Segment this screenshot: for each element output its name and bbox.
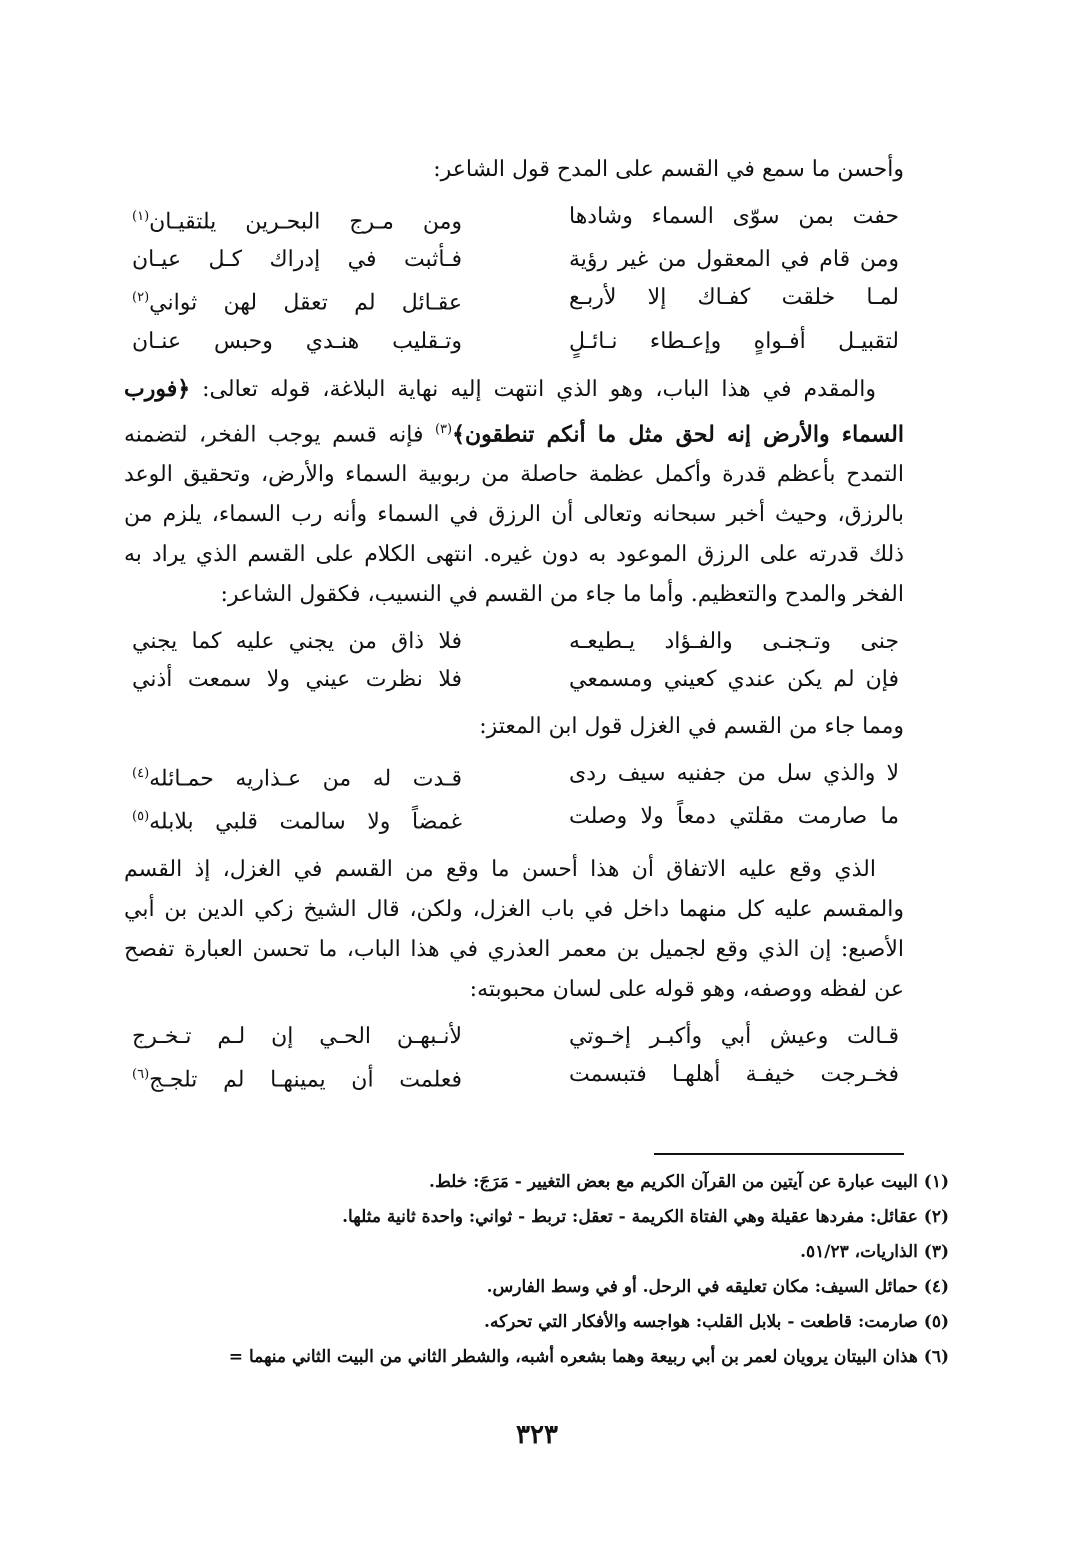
first-hemistich: فخـرجت خيفـة أهلهـا فتبسمت <box>569 1061 899 1087</box>
hemistich-text: وتـقليب هنـدي وحبس عنـان <box>132 328 462 354</box>
footnote: (٦) هذان البيتان يرويان لعمر بن أبي ربيعة وهما بشعره أشبه، والشطر الثاني من البيت الثاني منهما = <box>228 1347 949 1367</box>
page-number: ٣٢٣ <box>516 1420 558 1450</box>
first-hemistich: فإن لم يكن عندي كعيني ومسمعي <box>569 666 899 692</box>
first-hemistich: ما صارمت مقلتي دمعاً ولا وصلت <box>569 804 899 830</box>
verse <box>124 661 904 699</box>
paragraph-2 <box>124 369 904 615</box>
paragraph-text: والمقدم في هذا الباب، وهو الذي انتهت إليه نهاية البلاغة، قوله تعالى: <box>190 376 876 402</box>
verse <box>124 323 904 361</box>
second-hemistich <box>132 241 462 279</box>
main-text <box>124 150 904 1107</box>
first-hemistich: لا والذي سل من جفنيه سيف ردى <box>569 760 899 786</box>
first-hemistich: لتقبيـل أفـواهٍ وإعـطاء نـائـلٍ <box>569 328 899 354</box>
hemistich-text: ومن مـرج البحـرين يلتقيـان <box>149 209 462 235</box>
verse <box>124 623 904 661</box>
second-hemistich <box>132 279 462 322</box>
verse <box>124 1056 904 1099</box>
hemistich-text: فعلمت أن يمينهـا لم تلجـج <box>149 1066 462 1092</box>
second-hemistich <box>132 798 462 841</box>
intro-line-3: ومما جاء من القسم في الغزل قول ابن المعتز: <box>479 713 904 739</box>
footnote-marker: (٣) <box>434 421 453 437</box>
verse <box>124 198 904 241</box>
hemistich-text: عقـائل لم تعقل لهن ثواني <box>149 290 462 316</box>
paragraph-text: فإنه قسم يوجب الفخر، لتضمنه التمدح بأعظم قدرة وأكمل عظمة حاصلة من ربوبية السماء والأرض، وتحقيق الوعد بالرزق، وحيث أخبر سبحانه وتعالى أن الرزق في السماء وأنه رب السماء، يلزم من ذلك قدرته على الرزق الموعود به دون غيره. انتهى الكلام على القسم الذي يراد به الفخر والمدح والتعظيم. وأما ما جاء من القسم في النسيب، فكقول الشاعر: <box>124 421 904 607</box>
poem-1 <box>124 198 904 361</box>
second-hemistich: فلا نظرت عيني ولا سمعت أذني <box>132 666 462 692</box>
footnote: (٢) عقائل: مفردها عقيلة وهي الفتاة الكريمة - تعقل: تربط - ثواني: واحدة ثانية مثلها. <box>342 1207 949 1227</box>
verse <box>124 279 904 322</box>
first-hemistich: ومن قام في المعقول من غير رؤية <box>569 247 899 273</box>
footnote: (٣) الذاريات، ٥١/٢٣. <box>800 1242 949 1262</box>
hemistich-text: قـدت له من عـذاريه حمـائله <box>149 766 462 792</box>
first-hemistich: حفت بمن سوّى السماء وشادها <box>569 204 899 229</box>
second-hemistich <box>132 323 462 361</box>
first-hemistich: لمـا خلقت كفـاك إلا لأربـع <box>569 285 899 311</box>
quran-quote: ﴿فورب السماء والأرض إنه لحق مثل ما أنكم تنطقون﴾ <box>124 375 904 447</box>
footnote-marker: (٢) <box>132 290 150 306</box>
footnote-divider <box>654 1153 904 1155</box>
verse <box>124 241 904 279</box>
hemistich-text: غمضاً ولا سالمت قلبي بلابله <box>149 809 462 835</box>
footnotes <box>123 1165 949 1375</box>
first-hemistich: قـالت وعيش أبي وأكبـر إخـوتي <box>569 1023 899 1049</box>
poem-3 <box>124 755 904 842</box>
footnote-marker: (٤) <box>132 765 150 781</box>
second-hemistich: فلا ذاق من يجني عليه كما يجني <box>132 628 462 654</box>
footnote-marker: (٦) <box>132 1066 150 1082</box>
footnote: (٤) حمائل السيف: مكان تعليقه في الرحل. أو في وسط الفارس. <box>486 1277 949 1297</box>
verse <box>124 798 904 841</box>
verse <box>124 755 904 798</box>
intro-line: وأحسن ما سمع في القسم على المدح قول الشاعر: <box>433 157 904 182</box>
verse <box>124 1018 904 1056</box>
footnote: (١) البيت عبارة عن آيتين من القرآن الكريم مع بعض التغيير - مَرَجَ: خلط. <box>429 1172 949 1192</box>
hemistich-text: فـأثبت في إدراك كـل عيـان <box>132 247 462 273</box>
first-hemistich: جنى وتـجنـى والفـؤاد يـطيعـه <box>569 628 899 654</box>
second-hemistich <box>132 1056 462 1099</box>
second-hemistich <box>132 755 462 798</box>
poem-2 <box>124 623 904 699</box>
second-hemistich <box>132 198 462 241</box>
paragraph-4: الذي وقع عليه الاتفاق أن هذا أحسن ما وقع من القسم في الغزل، إذ القسم والمقسم عليه كل منهما داخل في باب الغزل، ولكن، قال الشيخ زكي الدين بن أبي الأصبع: إن الذي وقع لجميل بن معمر العذري في هذا الباب، ما تحسن العبارة تفصح عن لفظه ووصفه، وهو قوله على لسان محبوبته: <box>124 856 904 1002</box>
footnote: (٥) صارمت: قاطعت - بلابل القلب: هواجسه والأفكار التي تحركه. <box>484 1312 949 1332</box>
footnote-marker: (٥) <box>132 809 150 825</box>
footnote-marker: (١) <box>132 209 150 224</box>
second-hemistich: لأنـبهـن الحـي إن لـم تـخـرج <box>132 1023 462 1049</box>
poem-4 <box>124 1018 904 1099</box>
